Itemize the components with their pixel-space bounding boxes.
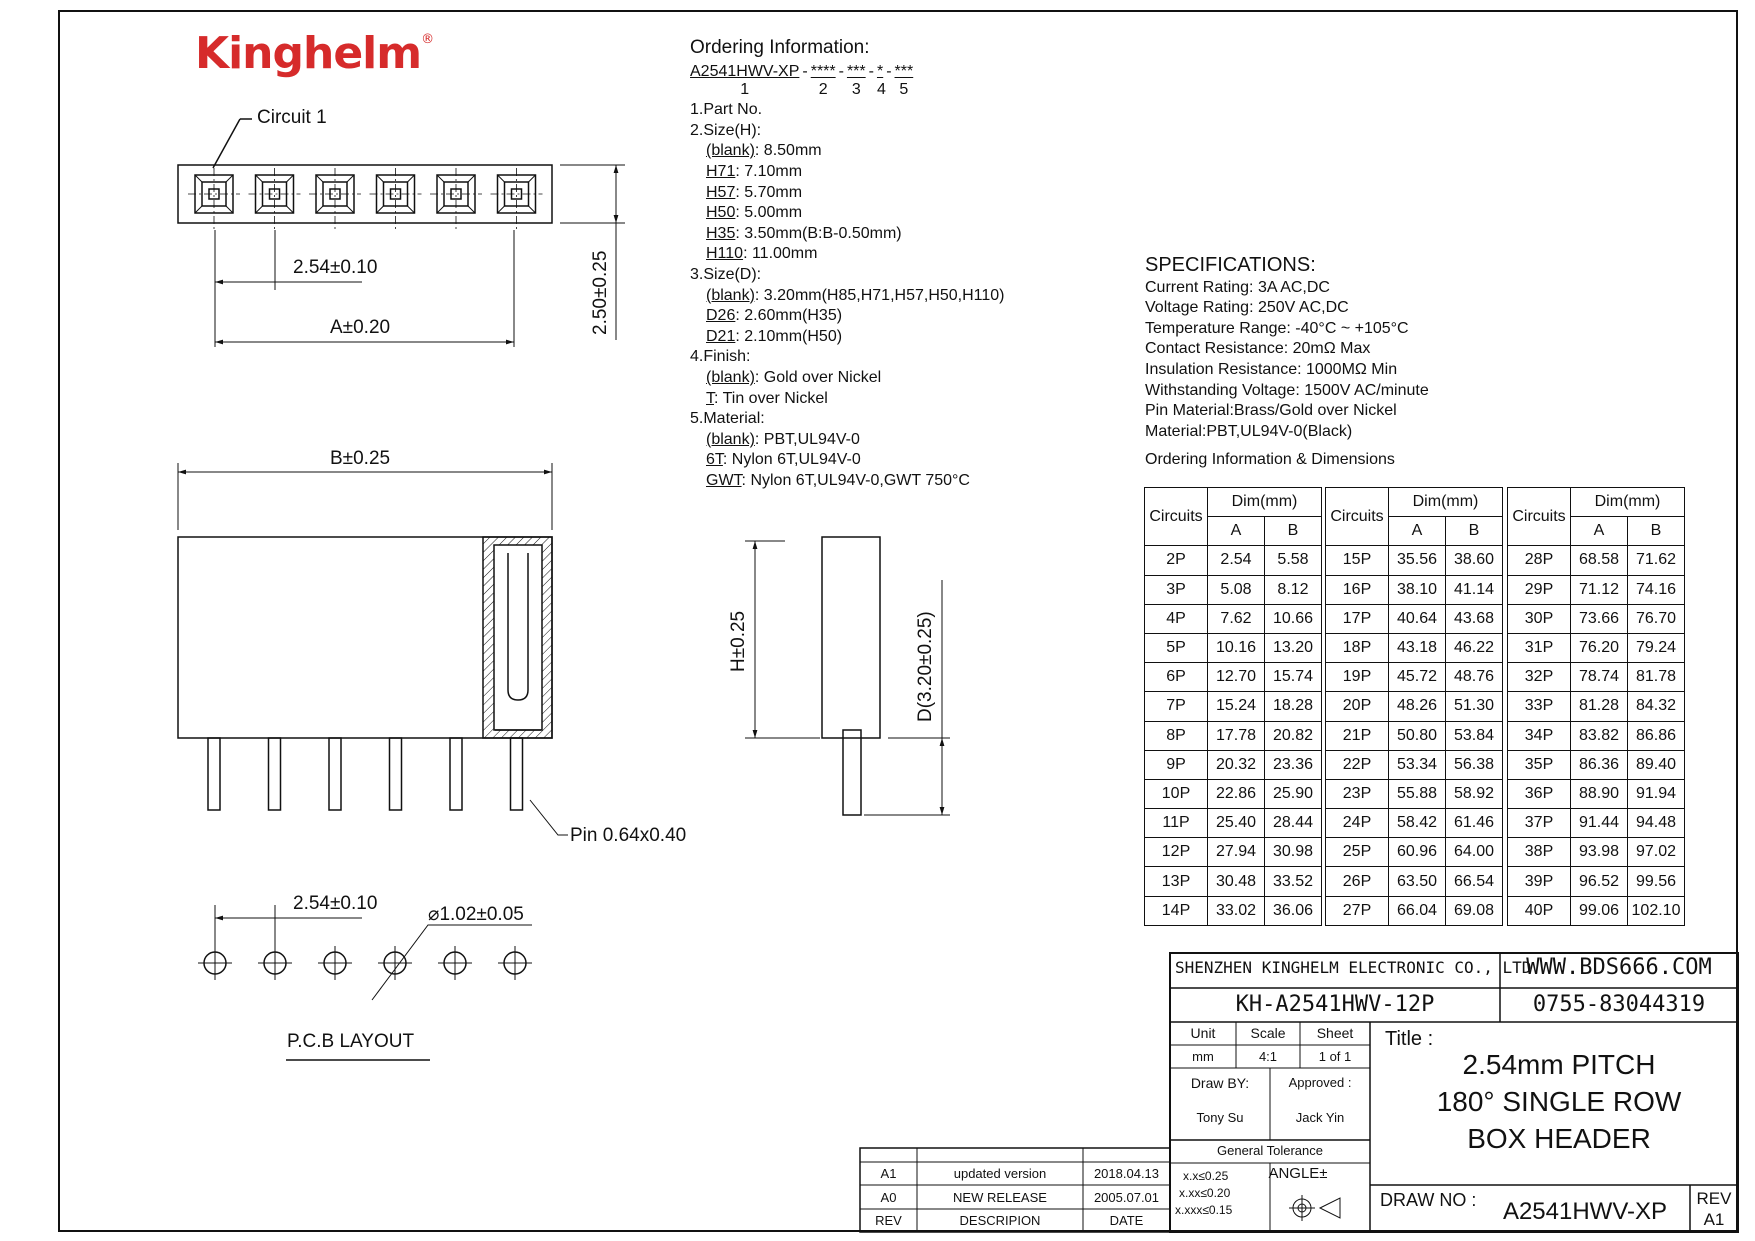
pcb-holes <box>198 946 532 980</box>
ordering-line: (blank): 3.20mm(H85,H71,H57,H50,H110) <box>706 286 1005 304</box>
dim-row: 14P 33.02 36.06 <box>1145 896 1322 925</box>
rev-col-header: REV <box>875 1213 902 1228</box>
draw-no-value: A2541HWV-XP <box>1502 1198 1668 1225</box>
sheet-value: 1 of 1 <box>1318 1049 1352 1064</box>
dim-row: 31P 76.20 79.24 <box>1508 633 1685 662</box>
ordering-line: (blank): Gold over Nickel <box>706 368 882 386</box>
dim-row: 24P 58.42 61.46 <box>1326 809 1503 838</box>
pitch-dim-label: 2.54±0.10 <box>293 257 378 278</box>
end-view-body <box>822 537 880 738</box>
dim-row: 18P 43.18 46.22 <box>1326 633 1503 662</box>
dim-row: 6P 12.70 15.74 <box>1145 663 1322 692</box>
dim-row: 12P 27.94 30.98 <box>1145 838 1322 867</box>
date-col-header: DATE <box>1109 1213 1144 1228</box>
dim-row: 3P 5.08 8.12 <box>1145 575 1322 604</box>
dim-row: 34P 83.82 86.86 <box>1508 721 1685 750</box>
code-segment: *** 3 <box>846 62 866 98</box>
dim-row: 29P 71.12 74.16 <box>1508 575 1685 604</box>
ordering-line: (blank): 8.50mm <box>706 142 822 160</box>
ordering-line: T: Tin over Nickel <box>706 389 828 407</box>
dim-row: 2P 2.54 5.58 <box>1145 546 1322 575</box>
code-segment: * 4 <box>876 62 886 98</box>
pin <box>511 738 523 810</box>
dim-row: 7P 15.24 18.28 <box>1145 692 1322 721</box>
dim-row: 16P 38.10 41.14 <box>1326 575 1503 604</box>
dim-row: 26P 63.50 66.54 <box>1326 867 1503 896</box>
ordering-lines <box>690 100 1005 491</box>
draw-no-header: DRAW NO : <box>1380 1190 1477 1210</box>
spec-line: Voltage Rating: 250V AC,DC <box>1145 299 1349 317</box>
ordering-information <box>690 38 1005 491</box>
code-segment: *** 5 <box>894 62 914 98</box>
dim-row: 13P 30.48 33.52 <box>1145 867 1322 896</box>
dim-row: 17P 40.64 43.68 <box>1326 604 1503 633</box>
phone: 0755-83044319 <box>1532 992 1706 1017</box>
unit-value: mm <box>1192 1049 1214 1064</box>
code-segment: - <box>838 62 844 80</box>
pcb-pitch-label: 2.54±0.10 <box>293 893 378 914</box>
spec-line: Contact Resistance: 20mΩ Max <box>1145 340 1371 358</box>
pin <box>329 738 341 810</box>
pcb-hole-label: ⌀1.02±0.05 <box>428 904 524 925</box>
dim-row: 4P 7.62 10.66 <box>1145 604 1322 633</box>
dim-row: 27P 66.04 69.08 <box>1326 896 1503 925</box>
pin <box>390 738 402 810</box>
revision-cell: 2018.04.13 <box>1093 1166 1160 1181</box>
title-header: Title : <box>1385 1028 1434 1050</box>
scale-header: Scale <box>1250 1025 1286 1041</box>
dim-row: 40P 99.06 102.10 <box>1508 896 1685 925</box>
pin <box>450 738 462 810</box>
revision-cell: NEW RELEASE <box>953 1189 1047 1205</box>
dim-row: 11P 25.40 28.44 <box>1145 809 1322 838</box>
dim-row: 9P 20.32 23.36 <box>1145 750 1322 779</box>
dim-row: 33P 81.28 84.32 <box>1508 692 1685 721</box>
ordering-line: 3.Size(D): <box>690 265 762 283</box>
pcb-hole <box>378 946 412 980</box>
ordering-line: 5.Material: <box>690 410 765 428</box>
ordering-line: D21: 2.10mm(H50) <box>706 327 843 345</box>
sheet-header: Sheet <box>1316 1025 1354 1041</box>
spec-line: Withstanding Voltage: 1500V AC/minute <box>1145 381 1429 399</box>
dim-table: Circuits Dim(mm) A B 2P 2.54 5.58 3P 5.08 8.12 4P 7.62 10.66 5P 10.16 13.20 6P 12.70 15.74 7P 15.24 18.28 8P 17.78 20.82 9P 20.32 23.36 10P 22.86 25.90 11P 25.40 28.44 12P 27.94 30.98 13P 30.48 33.52 14P 33.02 36.06 <box>1144 487 1322 926</box>
pcb-layout-title: P.C.B LAYOUT <box>287 1031 415 1052</box>
dim-row: 22P 53.34 56.38 <box>1326 750 1503 779</box>
revision-cell: A1 <box>880 1166 897 1181</box>
dim-table: Circuits Dim(mm) A B 28P 68.58 71.62 29P 71.12 74.16 30P 73.66 76.70 31P 76.20 79.24 32P 78.74 81.78 33P 81.28 84.32 34P 83.82 86.86 35P 86.36 89.40 36P 88.90 91.94 37P 91.44 94.48 38P 93.98 97.02 39P 96.52 99.56 40P 99.06 102.10 <box>1507 487 1685 926</box>
spec-line: Material:PBT,UL94V-0(Black) <box>1145 422 1353 440</box>
pcb-hole <box>438 946 472 980</box>
part-number: KH-A2541HWV-12P <box>1235 992 1435 1017</box>
code-segment: - <box>868 62 874 80</box>
draw-by-header: Draw BY: <box>1190 1075 1250 1091</box>
spec-lines <box>1145 278 1429 443</box>
ordering-line: 1.Part No. <box>690 101 763 119</box>
dim-row: 37P 91.44 94.48 <box>1508 809 1685 838</box>
pin-label: Pin 0.64x0.40 <box>570 825 687 846</box>
dim-row: 35P 86.36 89.40 <box>1508 750 1685 779</box>
tolerance-header: General Tolerance <box>1217 1143 1323 1158</box>
ordering-line: D26: 2.60mm(H35) <box>706 307 843 325</box>
dim-row: 10P 22.86 25.90 <box>1145 779 1322 808</box>
dim-table: Circuits Dim(mm) A B 15P 35.56 38.60 16P 38.10 41.14 17P 40.64 43.68 18P 43.18 46.22 19P 45.72 48.76 20P 48.26 51.30 21P 50.80 53.84 22P 53.34 56.38 23P 55.88 58.92 24P 58.42 61.46 25P 60.96 64.00 26P 63.50 66.54 27P 66.04 69.08 <box>1325 487 1503 926</box>
ordering-heading: Ordering Information: <box>690 37 870 58</box>
dim-row: 19P 45.72 48.76 <box>1326 663 1503 692</box>
specifications-heading: SPECIFICATIONS: <box>1145 254 1316 276</box>
pin <box>208 738 220 810</box>
revision-cell: A0 <box>880 1189 897 1205</box>
scale-value: 4:1 <box>1258 1049 1278 1064</box>
unit-header: Unit <box>1190 1025 1216 1041</box>
dim-row: 5P 10.16 13.20 <box>1145 633 1322 662</box>
dim-row: 39P 96.52 99.56 <box>1508 867 1685 896</box>
desc-col-header: DESCRIPION <box>959 1213 1041 1228</box>
specifications <box>1145 255 1429 471</box>
dim-row: 23P 55.88 58.92 <box>1326 779 1503 808</box>
dim-row: 15P 35.56 38.60 <box>1326 546 1503 575</box>
circuit-1-label: Circuit 1 <box>257 107 327 128</box>
pcb-hole <box>258 946 292 980</box>
drawing-title: 2.54mm PITCH 180° SINGLE ROW BOX HEADER <box>1436 1049 1682 1154</box>
a-dim-label: A±0.20 <box>330 317 391 338</box>
pin <box>269 738 281 810</box>
spec-line: Temperature Range: -40°C ~ +105°C <box>1145 319 1409 337</box>
code-segment: **** 2 <box>810 62 836 98</box>
rev-block: REV A1 <box>1696 1189 1732 1229</box>
dim-row: 32P 78.74 81.78 <box>1508 663 1685 692</box>
kinghelm-logo: Kinghelm® <box>195 28 434 79</box>
spec-line: Current Rating: 3A AC,DC <box>1145 278 1330 296</box>
h-dim-label: H±0.25 <box>728 610 749 672</box>
side-view-pins <box>208 738 523 810</box>
ordering-line: GWT: Nylon 6T,UL94V-0,GWT 750°C <box>706 471 970 489</box>
ordering-line: H71: 7.10mm <box>706 162 803 180</box>
website: WWW.BDS666.COM <box>1526 955 1712 980</box>
ordering-line: 6T: Nylon 6T,UL94V-0 <box>706 451 861 469</box>
ordering-line: 4.Finish: <box>690 348 751 366</box>
code-segment: - <box>802 62 808 80</box>
ordering-line: H110: 11.00mm <box>706 245 818 263</box>
dim-row: 28P 68.58 71.62 <box>1508 546 1685 575</box>
dim-row: 38P 93.98 97.02 <box>1508 838 1685 867</box>
approved-value: Jack Yin <box>1295 1110 1345 1125</box>
code-segment: A2541HWV-XP 1 <box>690 62 800 98</box>
ordering-line: (blank): PBT,UL94V-0 <box>706 430 860 448</box>
ordering-line: 2.Size(H): <box>690 121 762 139</box>
spec-line: Pin Material:Brass/Gold over Nickel <box>1145 402 1397 420</box>
pcb-hole <box>198 946 232 980</box>
dim-row: 21P 50.80 53.84 <box>1326 721 1503 750</box>
ordering-code <box>690 62 1005 98</box>
dim-row: 36P 88.90 91.94 <box>1508 779 1685 808</box>
spec-line: Insulation Resistance: 1000MΩ Min <box>1145 360 1398 378</box>
dim-row: 25P 60.96 64.00 <box>1326 838 1503 867</box>
pcb-hole <box>318 946 352 980</box>
d-dim-label: D(3.20±0.25) <box>915 611 936 722</box>
ordering-line: H57: 5.70mm <box>706 183 803 201</box>
ordering-line: H35: 3.50mm(B:B-0.50mm) <box>706 224 902 242</box>
approved-header: Approved : <box>1288 1075 1352 1090</box>
pcb-hole <box>498 946 532 980</box>
angle-label: ANGLE± <box>1268 1165 1328 1182</box>
dim-row: 30P 73.66 76.70 <box>1508 604 1685 633</box>
company-name: SHENZHEN KINGHELM ELECTRONIC CO., LTD. <box>1175 958 1542 977</box>
code-segment: - <box>886 62 892 80</box>
dim-row: 8P 17.78 20.82 <box>1145 721 1322 750</box>
height-dim-label: 2.50±0.25 <box>590 250 611 335</box>
draw-by-value: Tony Su <box>1196 1110 1244 1125</box>
dim-row: 20P 48.26 51.30 <box>1326 692 1503 721</box>
dim-table-title: Ordering Information & Dimensions <box>1145 451 1395 469</box>
ordering-line: H50: 5.00mm <box>706 204 803 222</box>
tolerance-values: x.x≤0.25 x.xx≤0.20 x.xxx≤0.15 <box>1175 1169 1233 1217</box>
revision-cell: 2005.07.01 <box>1093 1189 1160 1205</box>
b-dim-label: B±0.25 <box>330 448 391 469</box>
revision-cell: updated version <box>953 1166 1047 1181</box>
